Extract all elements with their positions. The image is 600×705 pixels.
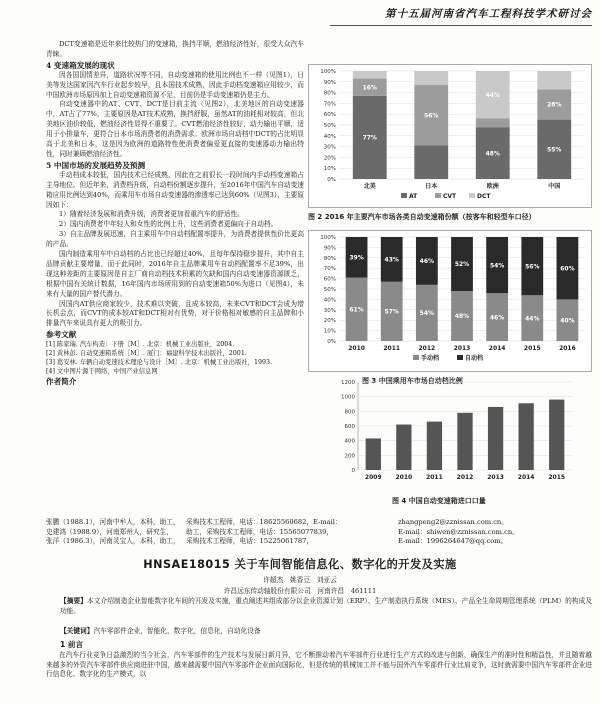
- bar-2010: [396, 425, 411, 470]
- reference-3: [3] 葛安林. 车辆自动变速技术理论与设计［M］. 北京：机械工业出版社，1993.: [46, 359, 273, 367]
- running-header: 第十五届河南省汽车工程科技学术研讨会: [330, 6, 592, 26]
- y-tick-label: 800: [344, 409, 355, 416]
- figure-2-caption: 图 2 2016 年主要汽车市场各类自动变速箱份额（按客车和轻型车口径）: [308, 213, 536, 221]
- section-5-paragraph-3: 因国内AT供应商家较少，技术难以突破，且成本较高，未来CVT和DCT会成为增长机会点，而CVT的成本较AT和DCT相对有优势，对于价格相对敏感的自主品牌和小排量汽车来说具有更大的吸引力。: [46, 299, 304, 328]
- y-tick-label: 90%: [323, 79, 336, 86]
- author-email: E-mail：shiwen@zznissan.com.cn。: [398, 527, 519, 536]
- section-5-item-1: 1）随着经济发展和消费升级，消费者更加看重汽车的舒适性。: [59, 210, 244, 219]
- y-tick-label: 80%: [323, 255, 336, 262]
- figure-4-caption: 图 4 中国自动变速箱进口口量: [392, 497, 486, 505]
- bar-2012: [457, 413, 472, 470]
- legend-swatch-DCT: [469, 193, 475, 198]
- author-list: [46, 518, 592, 547]
- bar-2011: [427, 422, 442, 470]
- data-label: 43%: [384, 256, 399, 264]
- paper-2-abstract: [60, 597, 592, 616]
- legend-label: DCT: [477, 193, 491, 200]
- x-tick-label: 2010: [348, 345, 365, 352]
- author-bio-heading: 作者简介: [46, 377, 77, 387]
- data-label: 44%: [485, 91, 500, 99]
- legend-swatch-AT: [401, 193, 407, 198]
- y-tick-label: 400: [344, 438, 355, 445]
- data-label: 77%: [362, 134, 377, 142]
- data-label: 48%: [454, 313, 470, 321]
- bar-2009: [366, 438, 381, 470]
- author-info: 张鹏（1988.1），河南中牟人，本科，助工，: [46, 518, 180, 526]
- abstract-label: 【摘要】: [60, 597, 87, 605]
- paper-2-keywords: [60, 627, 592, 637]
- bar-segment-AT-日本: [414, 146, 448, 179]
- y-tick-label: 40%: [323, 297, 336, 304]
- legend-label: AT: [409, 193, 418, 200]
- x-tick-label: 北美: [363, 183, 376, 190]
- x-tick-label: 中国: [548, 183, 561, 190]
- legend-swatch-CVT: [435, 193, 441, 198]
- reference-4: [4] 文中图片源于网络，中国产业信息网: [46, 368, 158, 376]
- y-tick-label: 10%: [323, 328, 336, 335]
- figure-2-chart: [308, 64, 592, 208]
- x-tick-label: 2012: [418, 345, 436, 352]
- x-tick-label: 2011: [426, 474, 443, 481]
- author-contact: 采购技术工程师，电话：18625560682，E-mail：: [186, 518, 342, 526]
- author-contact: 采购技术工程师，电话：15225061787，: [186, 537, 314, 546]
- x-tick-label: 2014: [488, 345, 506, 352]
- legend-label: 自动档: [465, 355, 484, 362]
- y-tick-label: 200: [344, 453, 355, 460]
- left-column: [46, 40, 304, 387]
- y-tick-label: 30%: [323, 144, 336, 151]
- y-tick-label: 1000: [341, 394, 355, 401]
- references-heading: 参考文献: [46, 330, 77, 340]
- x-tick-label: 2011: [383, 345, 401, 352]
- x-tick-label: 2015: [523, 345, 541, 352]
- reference-2: [2] 黄林彭. 自动变速箱系统［M］. 厦门：福建科学技术出版社，2001.: [46, 350, 247, 358]
- data-label: 54%: [419, 310, 435, 318]
- y-tick-label: 20%: [323, 318, 336, 325]
- data-label: 55%: [547, 146, 562, 154]
- author-row: [46, 537, 592, 547]
- data-label: 54%: [489, 262, 505, 270]
- author-email: zhangpeng2@zznissan.com.cn。: [398, 518, 508, 526]
- author-info: 张洋（1986.3），河南灵宝人，本科，助工，: [46, 537, 180, 546]
- y-tick-label: 80%: [323, 90, 336, 97]
- x-tick-label: 2012: [456, 474, 474, 481]
- paper-2-affiliation: 许昌远东传动轴股份有限公司 河南许昌 461111: [223, 587, 377, 595]
- data-label: 57%: [384, 308, 399, 316]
- y-tick-label: 10%: [323, 166, 336, 173]
- legend-label: CVT: [443, 193, 457, 200]
- y-tick-label: 0%: [327, 339, 336, 345]
- y-tick-label: 70%: [323, 101, 336, 108]
- intro-paragraph: DCT变速箱是近年来比较热门的变速箱，换挡平顺，燃油经济性好，很受大众汽车青睐。: [46, 40, 304, 58]
- author-email: E-mail：1996264647@qq.com。: [398, 537, 508, 546]
- data-label: 46%: [489, 314, 505, 322]
- y-tick-label: 30%: [323, 307, 336, 314]
- x-tick-label: 2010: [395, 474, 413, 481]
- data-label: 56%: [525, 263, 540, 271]
- section-5-heading: 5 中国市场的发展趋势及预测: [46, 160, 146, 170]
- keywords-text: 汽车零部件企业，智能化，数字化，信息化，自动化设备: [93, 627, 261, 635]
- y-tick-label: 100%: [320, 69, 336, 75]
- author-row: [46, 518, 592, 528]
- y-tick-label: 50%: [323, 123, 336, 129]
- data-label: 61%: [349, 306, 364, 314]
- y-tick-label: 100%: [320, 235, 336, 241]
- y-tick-label: 20%: [323, 155, 336, 162]
- figure-3-caption: 图 3 中国乘用车市场自动档比例: [362, 377, 463, 385]
- data-label: 48%: [485, 150, 500, 158]
- data-label: 39%: [349, 254, 364, 262]
- x-tick-label: 2014: [517, 474, 535, 481]
- keywords-label: 【关键词】: [60, 627, 94, 635]
- figure-2-svg: [309, 65, 591, 207]
- legend-swatch-手动档: [413, 355, 419, 360]
- x-tick-label: 2013: [453, 345, 471, 352]
- data-label: 46%: [419, 258, 435, 266]
- y-tick-label: 50%: [323, 287, 336, 293]
- x-tick-label: 2016: [559, 345, 576, 352]
- author-contact: 助工，采购技术工程师，电话：15565077839，: [186, 527, 334, 536]
- figure-4-svg: [330, 374, 580, 494]
- y-tick-label: 600: [344, 424, 355, 430]
- bar-2013: [488, 407, 503, 470]
- y-tick-label: 60%: [323, 112, 336, 119]
- x-tick-label: 欧洲: [486, 183, 499, 190]
- bar-segment-DCT-北美: [353, 71, 387, 79]
- paper-2-section-1-heading: 1 前言: [60, 640, 84, 649]
- section-4-paragraph-2: 自动变速器中的AT、CVT、DCT是目前主流（见图2），北美地区的自动变速器中，AT占了77%，主要原因是AT技术成熟，换挡舒服，虽然AT的油耗相对较高，但北美地区油价较低，燃油经济性显得不重要了。CVT燃油经济性较好，动力输出平顺，适用于小排量车，更符合日本市场消费者的消费需求。欧洲市场自动档中DCT的占比明显高于北美和日本，这是因为欧洲的道路特性使消费者偏爱更直接的变速器动力输出特性，同时兼顾燃油经济性。: [46, 100, 304, 158]
- data-label: 52%: [454, 261, 470, 269]
- reference-1: [1] 陈家瑞. 汽车构造：下册［M］. 北京：机械工业出版社，2004.: [46, 341, 235, 349]
- figure-4-chart: [330, 374, 580, 494]
- y-tick-label: 90%: [323, 245, 336, 252]
- figure-3-chart: [308, 230, 592, 372]
- paper-2-authors: 许超杰 姚香豆 刘亚云: [263, 576, 337, 584]
- legend-label: 手动档: [421, 355, 440, 362]
- data-label: 44%: [525, 315, 540, 323]
- bar-segment-CVT-欧洲: [476, 119, 510, 128]
- x-tick-label: 2009: [364, 474, 382, 481]
- bar-segment-DCT-日本: [414, 71, 448, 85]
- paper-2-section-1-paragraph: 在汽车行业竞争日益激烈的当今社会，汽车零部件的生产技术与发展日新月异，它不断推动着汽车零部件行业进行生产方式的改进与创新，确保生产的准时性和精益性，并且随着越来越多的外资汽车零部件供应商进驻中国，越来越需要中国汽车零部件企业面向国际化，但是传统的机械加工并不能与国外汽车零部件行业比肩竞争，这时就需要中国汽车零部件企业进行信息化、数字化的生产模式，以: [46, 651, 592, 679]
- x-tick-label: 2015: [548, 474, 566, 481]
- section-5-item-3: 3）自主品牌发展迅速，自主乘用车中自动档配置率提升，为消费者提供性价比更高的产品。: [46, 230, 305, 249]
- x-tick-label: 2013: [487, 474, 504, 481]
- bar-2014: [519, 403, 534, 470]
- bar-segment-DCT-中国: [537, 71, 571, 89]
- y-tick-label: 40%: [323, 133, 336, 140]
- data-label: 40%: [560, 317, 575, 325]
- x-tick-label: 日本: [425, 183, 438, 190]
- data-label: 60%: [560, 265, 575, 273]
- y-tick-label: 0%: [327, 177, 336, 183]
- y-tick-label: 1200: [341, 380, 355, 386]
- bar-2015: [549, 400, 564, 470]
- data-label: 16%: [362, 84, 377, 92]
- abstract-text: 本文介绍制造企业智能数字化车间的开发及实施，重点阐述其组成部分以企业资源计划（ERP）、生产制造执行系统（MES）、产品全生命周期管理系统（PLM）的构成及功能。: [60, 597, 593, 615]
- y-tick-label: 0: [351, 468, 355, 474]
- paper-2-title: HNSAE18015 关于车间智能信息化、数字化的开发及实施: [143, 558, 457, 571]
- legend-swatch-自动档: [457, 355, 463, 360]
- data-label: 56%: [424, 112, 439, 120]
- author-info: 史建鸿（1988.9），河南郑州人，研究生，: [46, 527, 174, 536]
- y-tick-label: 70%: [323, 266, 336, 273]
- section-5-item-2: 2）国内消费者中年轻人和女性的比例上升，这些消费者更偏向于自动档。: [59, 220, 278, 229]
- section-5-paragraph-1: 手动档成本较低，国内技术已经成熟，因此在之前很长一段时间内手动档变速箱占主导地位。但近年来，消费档升级，自动档份额逐步提升，至2016年中国汽车自动变速箱应用比例达到40%，而乘用车市场自动变速器的渗透率已达到60%（见图3），主要原因如下：: [46, 170, 305, 209]
- section-4-paragraph-1: 因各国国情差异，道路状况等不同，自动变速箱的使用比例也不一样（见图1），日美等发达国家因汽车行业起步较早，且本国技术成熟，因此手动档变速箱应用较少，而中国欧洲市场原因加上自动变速箱资源不足，目前仍是手动变速箱仍是主力。: [46, 70, 304, 99]
- data-label: 28%: [547, 101, 562, 109]
- y-tick-label: 60%: [323, 276, 336, 283]
- section-5-paragraph-2: 国内制造乘用车中自动档的占比也已经超过40%，且每年保持稳步提升，其中自主品牌贡献主要增量，而于此同时，2016年自主品牌乘用车自动档配置率不足39%，出现这种差距的主要原因是自主厂商自动档技术积累的欠缺和国内自动变速器资源匮乏，根据中国有关统计数据，16年国内市场所用到的自动变速箱50%为进口（见图4），未来有大量的国产替代潜力。: [46, 250, 304, 298]
- section-4-heading: 4 变速箱发展的现状: [46, 60, 115, 70]
- author-row: [46, 528, 592, 538]
- figure-3-svg: [309, 231, 591, 371]
